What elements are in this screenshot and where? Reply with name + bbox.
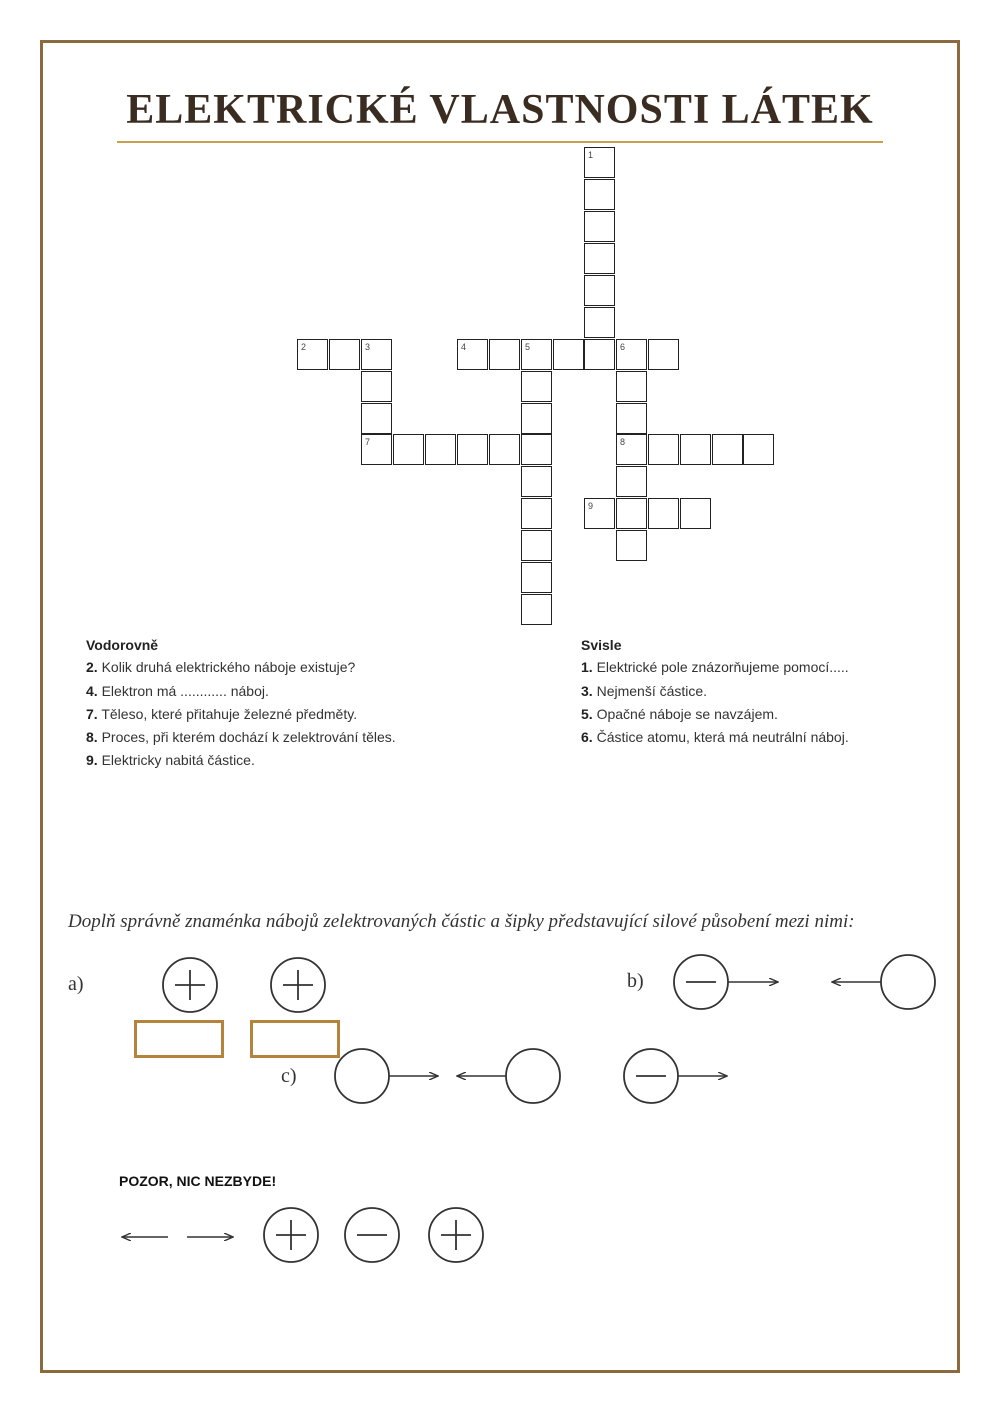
minus-charge-icon — [624, 1049, 678, 1103]
down-heading: Svisle — [581, 637, 622, 653]
plus-charge-icon — [163, 958, 217, 1012]
page-title: ELEKTRICKÉ VLASTNOSTI LÁTEK — [126, 87, 874, 133]
plus-charge-icon — [271, 958, 325, 1012]
across-heading: Vodorovně — [86, 637, 159, 653]
minus-charge-icon — [674, 955, 728, 1009]
clue-across: 7. Těleso, které přitahuje železné předměty. — [86, 706, 358, 722]
clue-number: 4 — [461, 342, 467, 352]
clue-down: 3. Nejmenší částice. — [581, 683, 708, 699]
clue-number: 7 — [365, 437, 371, 447]
clue-down: 1. Elektrické pole znázorňujeme pomocí..... — [581, 659, 849, 675]
clue-number: 2 — [301, 342, 307, 352]
clue-down: 6. Částice atomu, která má neutrální náboj. — [581, 729, 849, 745]
blank-charge-icon — [506, 1049, 560, 1103]
clue-number: 9 — [588, 501, 594, 511]
clue-number: 6 — [620, 342, 626, 352]
clue-across: 4. Elektron má ............ náboj. — [86, 683, 269, 699]
plus-charge-icon[interactable] — [264, 1208, 318, 1262]
exercise-instruction: Doplň správně znaménka nábojů zelektrovaných částic a šipky představující silové působení mezi nimi: — [68, 911, 855, 932]
clue-across: 8. Proces, při kterém dochází k zelektrování těles. — [86, 729, 396, 745]
label-b: b) — [627, 970, 644, 992]
clue-number: 5 — [525, 342, 531, 352]
clue-number: 1 — [588, 150, 594, 160]
clue-across: 2. Kolik druhá elektrického náboje existuje? — [86, 659, 356, 675]
label-c: c) — [281, 1065, 297, 1087]
answer-drop-box[interactable] — [134, 1020, 224, 1058]
minus-charge-icon[interactable] — [345, 1208, 399, 1262]
label-a: a) — [68, 973, 84, 995]
blank-charge-icon — [881, 955, 935, 1009]
clue-down: 5. Opačné náboje se navzájem. — [581, 706, 778, 722]
clue-number: 3 — [365, 342, 371, 352]
clue-number: 8 — [620, 437, 626, 447]
plus-charge-icon[interactable] — [429, 1208, 483, 1262]
answer-drop-box[interactable] — [250, 1020, 340, 1058]
warning-text: POZOR, NIC NEZBYDE! — [119, 1173, 277, 1189]
clue-across: 9. Elektricky nabitá částice. — [86, 752, 255, 768]
blank-charge-icon — [335, 1049, 389, 1103]
